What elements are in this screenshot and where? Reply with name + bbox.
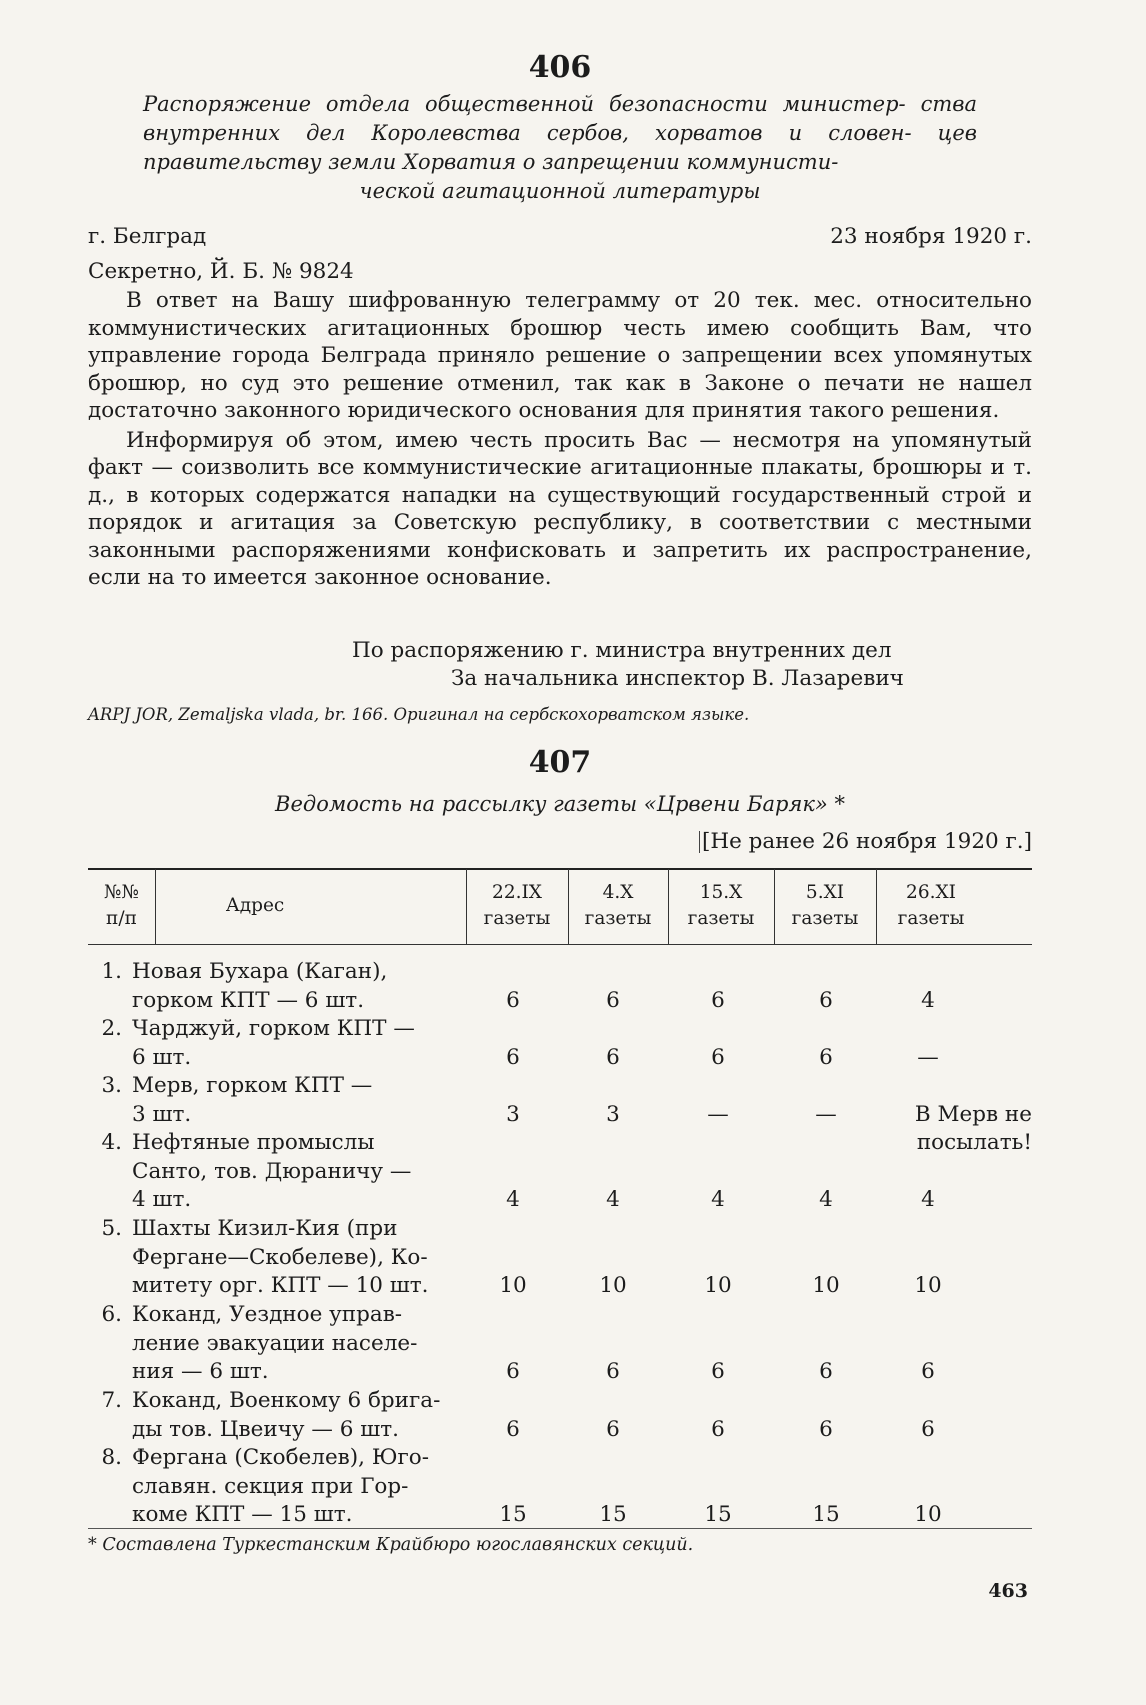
cell-value: 6 xyxy=(506,987,520,1013)
document-number-406: 406 xyxy=(528,50,592,85)
row-number: 5. xyxy=(101,1216,122,1241)
cell-value: — xyxy=(917,1044,939,1070)
address-line: Шахты Кизил-Кия (при xyxy=(132,1216,398,1241)
cell-value: 10 xyxy=(914,1502,942,1527)
row-address xyxy=(132,1387,454,1444)
row-address xyxy=(132,1015,454,1072)
cell-value: — xyxy=(707,1101,729,1127)
date-note: [Не ранее 26 ноября 1920 г.] xyxy=(701,829,1032,854)
table-top-rule xyxy=(88,868,1032,870)
document-407-date xyxy=(658,829,1032,854)
cell-value: 15 xyxy=(499,1502,527,1527)
cell-value: 3 xyxy=(506,1101,520,1127)
cell-value: 10 xyxy=(914,1273,942,1298)
header-num-label: п/п xyxy=(106,908,137,929)
cell-value: 10 xyxy=(599,1273,627,1298)
address-line: Санто, тов. Дюраничу — xyxy=(132,1158,412,1184)
row-number: 2. xyxy=(101,1016,122,1041)
cell-value: 4 xyxy=(506,1187,520,1212)
cell-value: 6 xyxy=(711,1416,725,1442)
row-address xyxy=(132,1072,454,1129)
header-num-symbol: №№ xyxy=(103,882,139,903)
address-line: митету орг. КПТ — 10 шт. xyxy=(132,1273,429,1298)
cell-value: — xyxy=(815,1101,837,1127)
signature-line: За начальника инспектор В. Лазаревич xyxy=(451,666,904,691)
header-col-4 xyxy=(774,880,876,932)
cell-value: 15 xyxy=(812,1502,840,1527)
body-paragraph: В ответ на Вашу шифрованную телеграмму от 20 тек. мес. относительно коммунистических агитационных брошюр честь имею сообщить Вам, что управление города Белграда приняло решение о запрещении всех упомянутых брошюр, но суд это решение отменил, так как в Законе о печати не нашел достаточно законного юридического основания для принятия такого решения. xyxy=(88,288,1032,423)
note-line: В Мерв не xyxy=(914,1101,1032,1127)
row-address xyxy=(132,1129,454,1215)
cell-value: 3 xyxy=(606,1101,620,1127)
cell-value: 6 xyxy=(921,1416,935,1442)
header-date: 22.IX xyxy=(492,882,542,903)
cell-value: 6 xyxy=(711,987,725,1013)
cell-value: 6 xyxy=(819,1416,833,1442)
heading-line: Распоряжение отдела общественной безопасности министер- xyxy=(143,92,906,116)
cell-value: 6 xyxy=(819,1359,833,1384)
header-col-2 xyxy=(568,880,668,932)
header-num xyxy=(88,880,155,932)
header-date: 4.X xyxy=(602,882,634,903)
address-line: Нефтяные промыслы xyxy=(132,1130,375,1155)
document-number-407: 407 xyxy=(528,745,592,780)
cell-value: 4 xyxy=(606,1187,620,1212)
row-number: 3. xyxy=(101,1073,122,1098)
cell-value: 6 xyxy=(711,1359,725,1384)
cell-value: 4 xyxy=(921,987,935,1013)
address-line: Мерв, горком КПТ — xyxy=(132,1073,373,1098)
address-line: ния — 6 шт. xyxy=(132,1359,269,1384)
cell-value: 4 xyxy=(921,1187,935,1212)
address-line: ды тов. Цвеичу — 6 шт. xyxy=(132,1416,399,1442)
address-line: горком КПТ — 6 шт. xyxy=(132,987,365,1013)
header-unit: газеты xyxy=(584,908,652,929)
cell-value: 6 xyxy=(606,987,620,1013)
address-line: 4 шт. xyxy=(132,1187,192,1212)
address-line: Новая Бухара (Каган), xyxy=(132,959,388,984)
row-address xyxy=(132,958,454,1015)
row-number: 1. xyxy=(101,959,122,984)
address-line: ление эвакуации населе- xyxy=(132,1330,418,1356)
table-header-rule xyxy=(88,944,1032,945)
header-col-3 xyxy=(668,880,774,932)
header-unit: газеты xyxy=(687,908,755,929)
header-col-1 xyxy=(466,880,568,932)
date-line: 23 ноября 1920 г. xyxy=(830,224,1032,249)
merv-note xyxy=(890,1101,1032,1158)
row-address xyxy=(132,1444,454,1530)
document-407-title: Ведомость на рассылку газеты «Црвени Баряк» * xyxy=(275,792,845,816)
row-number: 6. xyxy=(101,1302,122,1327)
cell-value: 15 xyxy=(704,1502,732,1527)
cell-value: 6 xyxy=(921,1359,935,1384)
heading-line: цев правительству земли Хорватия о запрещении коммунисти- xyxy=(143,121,977,174)
header-date: 15.X xyxy=(699,882,743,903)
cell-value: 6 xyxy=(819,1044,833,1070)
cell-value: 4 xyxy=(711,1187,725,1212)
cell-value: 6 xyxy=(506,1044,520,1070)
heading-line: ческой агитационной литературы xyxy=(359,179,761,203)
header-date: 26.XI xyxy=(906,882,956,903)
page-number: 463 xyxy=(988,1580,1028,1602)
note-line: посылать! xyxy=(916,1130,1032,1155)
row-number: 4. xyxy=(101,1130,122,1155)
cell-value: 15 xyxy=(599,1502,627,1527)
address-line: Фергана (Скобелев), Юго- xyxy=(132,1445,429,1470)
book-page xyxy=(88,0,1032,1705)
row-number: 7. xyxy=(101,1388,122,1413)
cell-value: 10 xyxy=(499,1273,527,1298)
cell-value: 6 xyxy=(506,1416,520,1442)
footnote-rule xyxy=(88,1528,1032,1529)
row-address xyxy=(132,1301,454,1387)
document-406-heading xyxy=(143,90,977,206)
address-line: славян. секция при Гор- xyxy=(132,1473,409,1499)
cell-value: 6 xyxy=(606,1044,620,1070)
address-line: Коканд, Военкому 6 брига- xyxy=(132,1388,441,1413)
signature-line: По распоряжению г. министра внутренних дел xyxy=(352,638,892,663)
archive-source: ARPJ JOR, Zemaljska vlada, br. 166. Оригинал на сербскохорватском языке. xyxy=(88,705,750,724)
address-line: коме КПТ — 15 шт. xyxy=(132,1502,353,1527)
address-line: Фергане—Скобелеве), Ко- xyxy=(132,1244,428,1270)
place-line: г. Белград xyxy=(88,224,207,249)
cell-value: 10 xyxy=(704,1273,732,1298)
footnote: * Составлена Туркестанским Крайбюро югославянских секций. xyxy=(88,1535,694,1555)
heading-line: ства внутренних дел Королевства сербов, хорватов и словен- xyxy=(143,92,977,145)
header-unit: газеты xyxy=(791,908,859,929)
reference-line: Секретно, Й. Б. № 9824 xyxy=(88,259,354,284)
address-line: Коканд, Уездное управ- xyxy=(132,1302,403,1327)
address-line: Чарджуй, горком КПТ — xyxy=(132,1016,415,1041)
header-col-5 xyxy=(876,880,986,932)
row-number: 8. xyxy=(101,1445,122,1470)
cell-value: 6 xyxy=(606,1359,620,1384)
cell-value: 10 xyxy=(812,1273,840,1298)
cell-value: 6 xyxy=(606,1416,620,1442)
address-line: 3 шт. xyxy=(132,1101,192,1127)
document-406-body xyxy=(88,287,1032,592)
header-address: Адрес xyxy=(225,895,285,916)
header-date: 5.XI xyxy=(805,882,845,903)
header-unit: газеты xyxy=(897,908,965,929)
address-line: 6 шт. xyxy=(132,1044,192,1070)
header-unit: газеты xyxy=(483,908,551,929)
cell-value: 6 xyxy=(819,987,833,1013)
cell-value: 4 xyxy=(819,1187,833,1212)
body-paragraph: Информируя об этом, имею честь просить Вас — несмотря на упомянутый факт — соизволить все коммунистические агитационные плакаты, брошюры и т. д., в которых содержатся нападки на существующий государственный строй и порядок и агитация за Советскую республику, в соответствии с местными законными распоряжениями конфисковать и запретить их распространение, если на то имеется законное основание. xyxy=(88,427,1032,590)
cell-value: 6 xyxy=(711,1044,725,1070)
cell-value: 6 xyxy=(506,1359,520,1384)
row-address xyxy=(132,1215,454,1301)
